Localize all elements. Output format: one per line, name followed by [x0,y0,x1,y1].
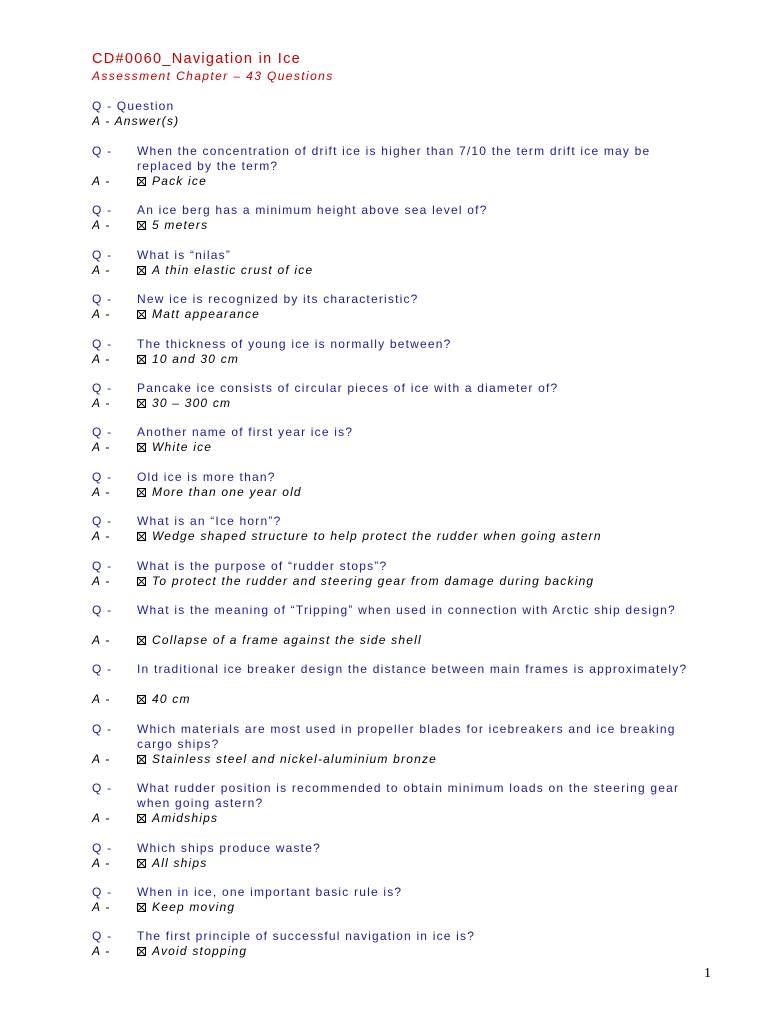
question-prefix: Q - [92,514,113,529]
answer-item [137,440,212,455]
question-prefix: Q - [92,144,113,158]
question-prefix: Q - [92,781,113,796]
answer-text: Stainless steel and nickel-aluminium bronze [152,751,438,766]
checked-box-icon [137,695,146,704]
answer-text: Amidships [152,811,219,826]
answer-prefix: A - [92,633,111,647]
answer-prefix: A - [92,751,111,766]
question-prefix: Q - [92,336,113,351]
checked-box-icon [137,947,146,956]
question-text: What is the purpose of “rudder stops”? [137,558,388,573]
question-text: What is the meaning of “Tripping” when used in connection with Arctic ship design? [137,603,676,617]
checked-box-icon [137,488,146,497]
answer-text: 30 – 300 cm [152,396,232,410]
answer-prefix: A - [92,855,111,870]
question-text: An ice berg has a minimum height above sea level of? [137,203,488,218]
checked-box-icon [137,221,146,230]
checked-box-icon [137,532,146,541]
question-text: The first principle of successful navigation in ice is? [137,929,476,944]
question-prefix: Q - [92,840,113,855]
question-prefix: Q - [92,558,113,573]
answer-prefix: A - [92,307,111,322]
checked-box-icon [137,755,146,764]
answer-prefix: A - [92,174,111,188]
answer-prefix: A - [92,351,111,366]
answer-text: Matt appearance [152,307,261,322]
question-prefix: Q - [92,247,113,262]
answer-item [137,307,260,322]
question-prefix: Q - [92,603,113,617]
answer-prefix: A - [92,811,111,826]
answer-item [137,218,208,233]
question-prefix: Q - [92,721,113,736]
answer-text: All ships [152,855,208,870]
answer-text: Pack ice [152,174,207,188]
answer-prefix: A - [92,692,111,707]
document-title: CD#0060_Navigation in Ice [92,51,302,67]
document-subtitle: Assessment Chapter – 43 Questions [92,69,334,83]
answer-item [137,944,247,959]
checked-box-icon [137,636,146,645]
answer-text: 10 and 30 cm [152,351,240,366]
answer-prefix: A - [92,396,111,410]
question-text: New ice is recognized by its characteristic? [137,292,419,307]
answer-item [137,174,207,189]
checked-box-icon [137,266,146,275]
answer-prefix: A - [92,900,111,914]
answer-item [137,856,207,871]
answer-item [137,529,602,544]
question-text: Which ships produce waste? [137,840,321,855]
question-prefix: Q - [92,885,113,899]
answer-text: More than one year old [152,484,302,499]
question-text: Pancake ice consists of circular pieces of ice with a diameter of? [137,381,559,395]
answer-prefix: A - [92,529,111,544]
question-text: When the concentration of drift ice is higher than 7/10 the term drift ice may be replaced by the term? [137,144,651,173]
answer-text: To protect the rudder and steering gear from damage during backing [152,573,595,588]
answer-text: Collapse of a frame against the side shell [152,633,422,647]
answer-prefix: A - [92,484,111,499]
answer-text: Keep moving [152,900,236,914]
checked-box-icon [137,577,146,586]
answer-text: 5 meters [152,218,209,233]
checked-box-icon [137,443,146,452]
page-number: 1 [704,966,711,981]
answer-item [137,900,235,915]
answer-text: White ice [152,440,213,455]
question-text: Another name of first year ice is? [137,425,354,440]
answer-prefix: A - [92,218,111,233]
question-text: Old ice is more than? [137,469,276,484]
answer-text: Wedge shaped structure to help protect the rudder when going astern [152,529,602,544]
question-prefix: Q - [92,381,113,395]
question-prefix: Q - [92,662,113,677]
answer-text: 40 cm [152,692,191,707]
checked-box-icon [137,177,146,186]
legend-question: Q - Question [92,99,175,113]
answer-item [137,633,422,648]
answer-text: A thin elastic crust of ice [152,262,314,277]
answer-item [137,485,302,500]
question-text: What is “nilas” [137,247,232,262]
answer-item [137,692,191,707]
legend-answer: A - Answer(s) [92,114,180,128]
question-text: The thickness of young ice is normally between? [137,336,452,351]
answer-item [137,574,594,589]
question-text: What is an “Ice horn”? [137,514,282,529]
question-prefix: Q - [92,292,113,307]
question-prefix: Q - [92,469,113,484]
answer-item [137,352,239,367]
question-text: Which materials are most used in propeller blades for icebreakers and ice breaking cargo ships? [137,721,676,751]
question-prefix: Q - [92,203,113,218]
checked-box-icon [137,903,146,912]
question-text: What rudder position is recommended to obtain minimum loads on the steering gear when going astern? [137,781,680,811]
question-text: In traditional ice breaker design the distance between main frames is approximately? [137,662,688,677]
question-prefix: Q - [92,425,113,440]
checked-box-icon [137,859,146,868]
answer-item [137,263,313,278]
answer-prefix: A - [92,440,111,455]
answer-text: Avoid stopping [152,944,248,959]
answer-prefix: A - [92,262,111,277]
question-text: When in ice, one important basic rule is? [137,885,403,899]
checked-box-icon [137,399,146,408]
question-prefix: Q - [92,929,113,944]
checked-box-icon [137,355,146,364]
answer-item [137,811,218,826]
answer-prefix: A - [92,944,111,959]
checked-box-icon [137,310,146,319]
answer-item [137,752,437,767]
answer-item [137,396,231,411]
checked-box-icon [137,814,146,823]
answer-prefix: A - [92,573,111,588]
